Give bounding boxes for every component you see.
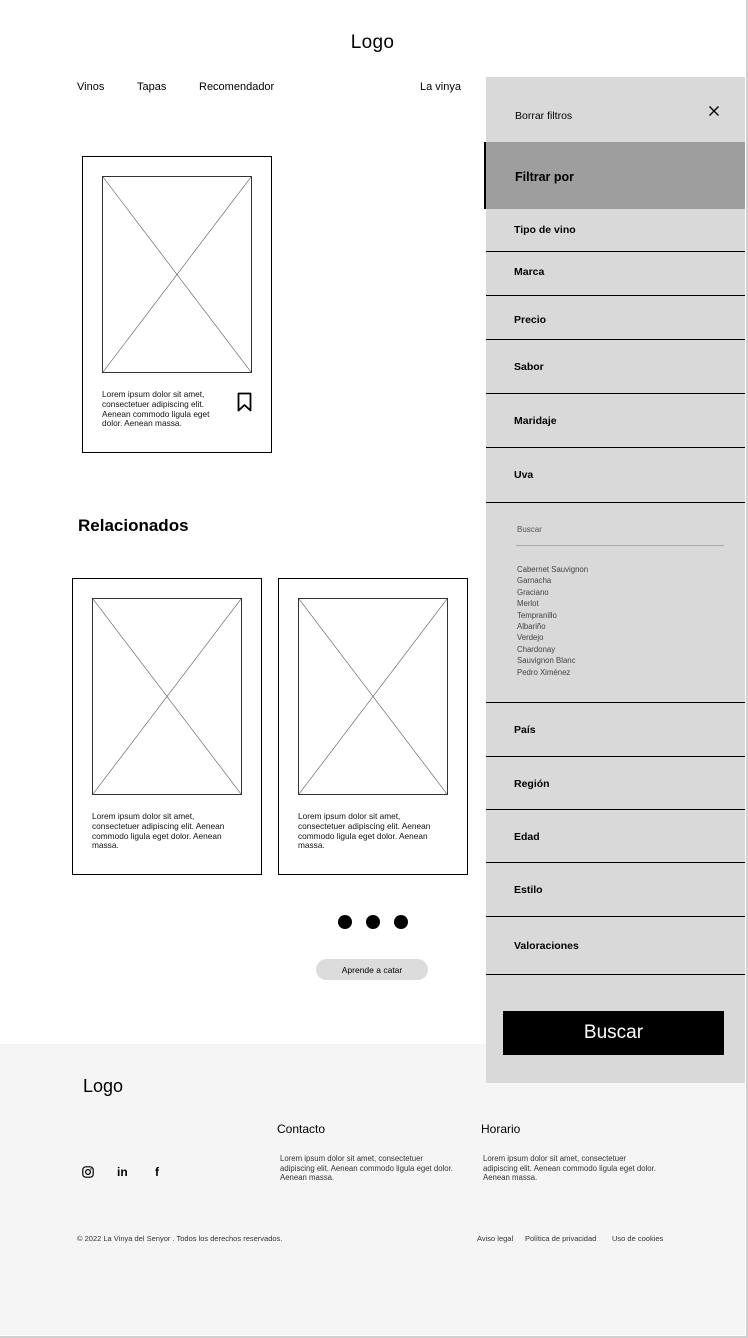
hours-title: Horario — [481, 1122, 521, 1136]
bookmark-icon[interactable] — [237, 392, 252, 417]
grape-option[interactable]: Garnacha — [517, 576, 552, 586]
grape-option[interactable]: Cabernet Sauvignon — [517, 565, 589, 574]
nav-item-tapas[interactable]: Tapas — [137, 81, 167, 93]
grape-option[interactable]: Pedro Ximénez — [517, 667, 571, 677]
image-placeholder — [102, 176, 252, 373]
carousel-dot[interactable] — [366, 915, 380, 929]
filter-category-label: Maridaje — [514, 415, 557, 427]
related-card[interactable] — [72, 578, 262, 875]
linkedin-icon[interactable]: in — [117, 1165, 128, 1179]
grape-options-section — [486, 503, 745, 703]
filter-category-label: Sabor — [514, 361, 544, 373]
related-title: Relacionados — [78, 516, 189, 535]
legal-link-privacidad[interactable]: Política de privacidad — [525, 1234, 597, 1243]
filter-category-label: Uva — [514, 469, 534, 481]
filter-category-label: Precio — [514, 314, 547, 326]
contact-text: Lorem ipsum dolor sit amet, consectetuer adipiscing elit. Aenean commodo ligula eget dolor. Aenean massa. — [280, 1154, 453, 1183]
grape-option[interactable]: Tempranillo — [517, 610, 557, 620]
footer-logo[interactable]: Logo — [83, 1076, 124, 1096]
image-placeholder — [298, 598, 448, 795]
filter-category-estilo[interactable] — [486, 863, 745, 917]
filter-category-label: Estilo — [514, 884, 543, 896]
filter-category-sabor[interactable] — [486, 340, 745, 394]
carousel-dot[interactable] — [394, 915, 408, 929]
product-description: Lorem ipsum dolor sit amet, consectetuer adipiscing elit. Aenean commodo ligula eget dolor. Aenean massa. — [102, 389, 210, 429]
contact-title: Contacto — [277, 1122, 326, 1136]
filter-category-label: Tipo de vino — [514, 224, 576, 236]
filter-heading-label: Filtrar por — [515, 170, 575, 184]
filter-category-edad[interactable] — [486, 810, 745, 863]
filter-category-pais[interactable] — [486, 703, 745, 757]
hours-text: Lorem ipsum dolor sit amet, consectetuer adipiscing elit. Aenean commodo ligula eget dolor. Aenean massa. — [483, 1154, 656, 1183]
site-logo[interactable]: Logo — [350, 32, 395, 53]
related-card-description: Lorem ipsum dolor sit amet, consectetuer adipiscing elit. Aenean commodo ligula eget dolor. Aenean massa. — [298, 811, 431, 851]
related-card[interactable] — [278, 578, 468, 875]
legal-link-aviso[interactable]: Aviso legal — [477, 1234, 514, 1243]
copyright: © 2022 La Vinya del Senyor . Todos los derechos reservados. — [77, 1234, 283, 1243]
image-placeholder — [92, 598, 242, 795]
filter-category-valoraciones[interactable] — [486, 917, 745, 975]
grape-search-input[interactable]: Buscar — [517, 525, 542, 534]
carousel-dot[interactable] — [338, 915, 352, 929]
nav-item-vinos[interactable]: Vinos — [77, 81, 105, 93]
search-submit-button[interactable]: Buscar — [503, 1011, 724, 1055]
grape-option[interactable]: Merlot — [517, 599, 539, 609]
grape-option[interactable]: Verdejo — [517, 633, 544, 643]
filter-category-tipo-de-vino[interactable] — [486, 209, 745, 252]
filter-panel — [486, 77, 745, 1083]
filter-category-label: País — [514, 724, 536, 736]
learn-tasting-button[interactable]: Aprende a catar — [316, 959, 428, 980]
facebook-icon[interactable]: f — [155, 1165, 159, 1179]
nav-item-la-vinya[interactable]: La vinya — [420, 81, 461, 93]
filter-category-marca[interactable] — [486, 252, 745, 296]
filter-category-precio[interactable] — [486, 296, 745, 340]
filter-category-region[interactable] — [486, 757, 745, 810]
legal-link-cookies[interactable]: Uso de cookies — [612, 1234, 664, 1243]
filter-category-label: Edad — [514, 831, 540, 843]
filter-category-label: Valoraciones — [514, 940, 579, 952]
filter-category-label: Marca — [514, 266, 545, 278]
grape-option[interactable]: Albariño — [517, 622, 546, 632]
grape-option[interactable]: Graciano — [517, 587, 549, 597]
filter-category-uva[interactable] — [486, 448, 745, 503]
grape-option[interactable]: Sauvignon Blanc — [517, 656, 576, 666]
close-icon[interactable] — [708, 105, 720, 121]
product-card[interactable] — [82, 156, 272, 453]
grape-option[interactable]: Chardonay — [517, 644, 556, 654]
instagram-icon[interactable] — [82, 1166, 94, 1181]
nav-item-recomendador[interactable]: Recomendador — [199, 81, 275, 93]
filter-heading — [486, 142, 745, 209]
related-card-description: Lorem ipsum dolor sit amet, consectetuer adipiscing elit. Aenean commodo ligula eget dolor. Aenean massa. — [92, 811, 225, 851]
footer — [0, 1044, 745, 1335]
filter-category-maridaje[interactable] — [486, 394, 745, 448]
filter-category-label: Región — [514, 778, 550, 790]
clear-filters-button[interactable]: Borrar filtros — [515, 110, 573, 122]
